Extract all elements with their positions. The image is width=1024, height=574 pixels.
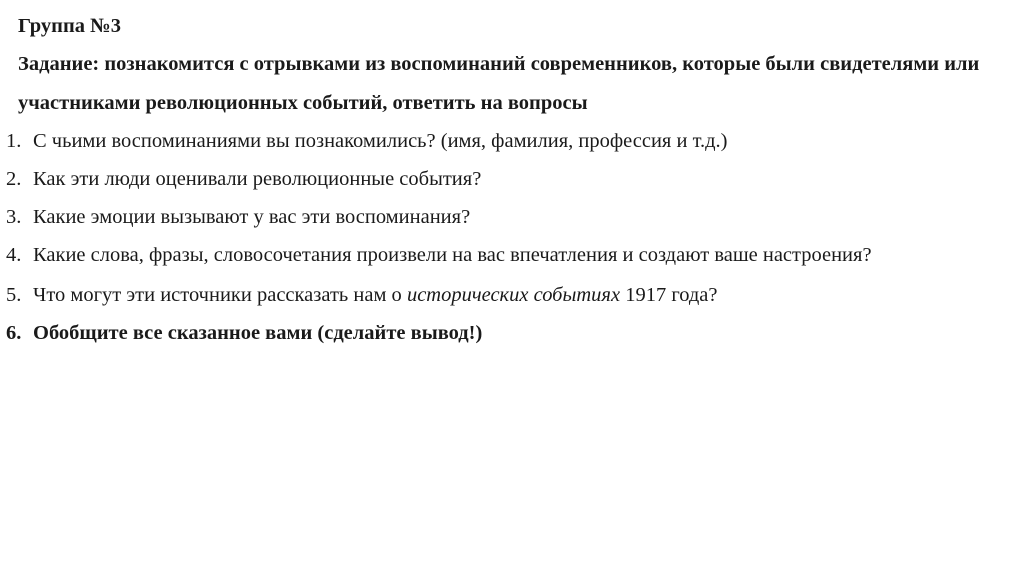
question-number: 2. <box>6 168 22 190</box>
question-number: 4. <box>6 244 22 266</box>
question-text: Какие эмоции вызывают у вас эти воспоминания? <box>33 206 471 228</box>
question-number: 6. <box>6 322 22 344</box>
group-title: Группа №3 <box>18 15 121 37</box>
question-4 <box>6 243 872 267</box>
question-5 <box>6 283 718 307</box>
question-number: 3. <box>6 206 22 228</box>
question-number: 5. <box>6 284 22 306</box>
task-text-line-2: участниками революционных событий, ответить на вопросы <box>18 92 588 114</box>
question-1 <box>6 129 728 153</box>
question-text: С чьими воспоминаниями вы познакомились? (имя, фамилия, профессия и т.д.) <box>33 130 728 152</box>
question-number: 1. <box>6 130 22 152</box>
question-text: Как эти люди оценивали революционные события? <box>33 168 482 190</box>
question-text-before: Что могут эти источники рассказать нам о <box>33 284 407 306</box>
question-text: Обобщите все сказанное вами (сделайте вывод!) <box>33 322 483 344</box>
question-3 <box>6 205 470 229</box>
question-text-italic: исторических событиях <box>406 284 621 306</box>
task-text-line-1: Задание: познакомится с отрывками из воспоминаний современников, которые были свидетелями или <box>18 53 980 75</box>
question-2 <box>6 167 481 191</box>
question-text-after: 1917 года? <box>620 284 718 306</box>
question-text: Какие слова, фразы, словосочетания произвели на вас впечатления и создают ваше настроения? <box>33 244 872 266</box>
question-6 <box>6 321 482 345</box>
